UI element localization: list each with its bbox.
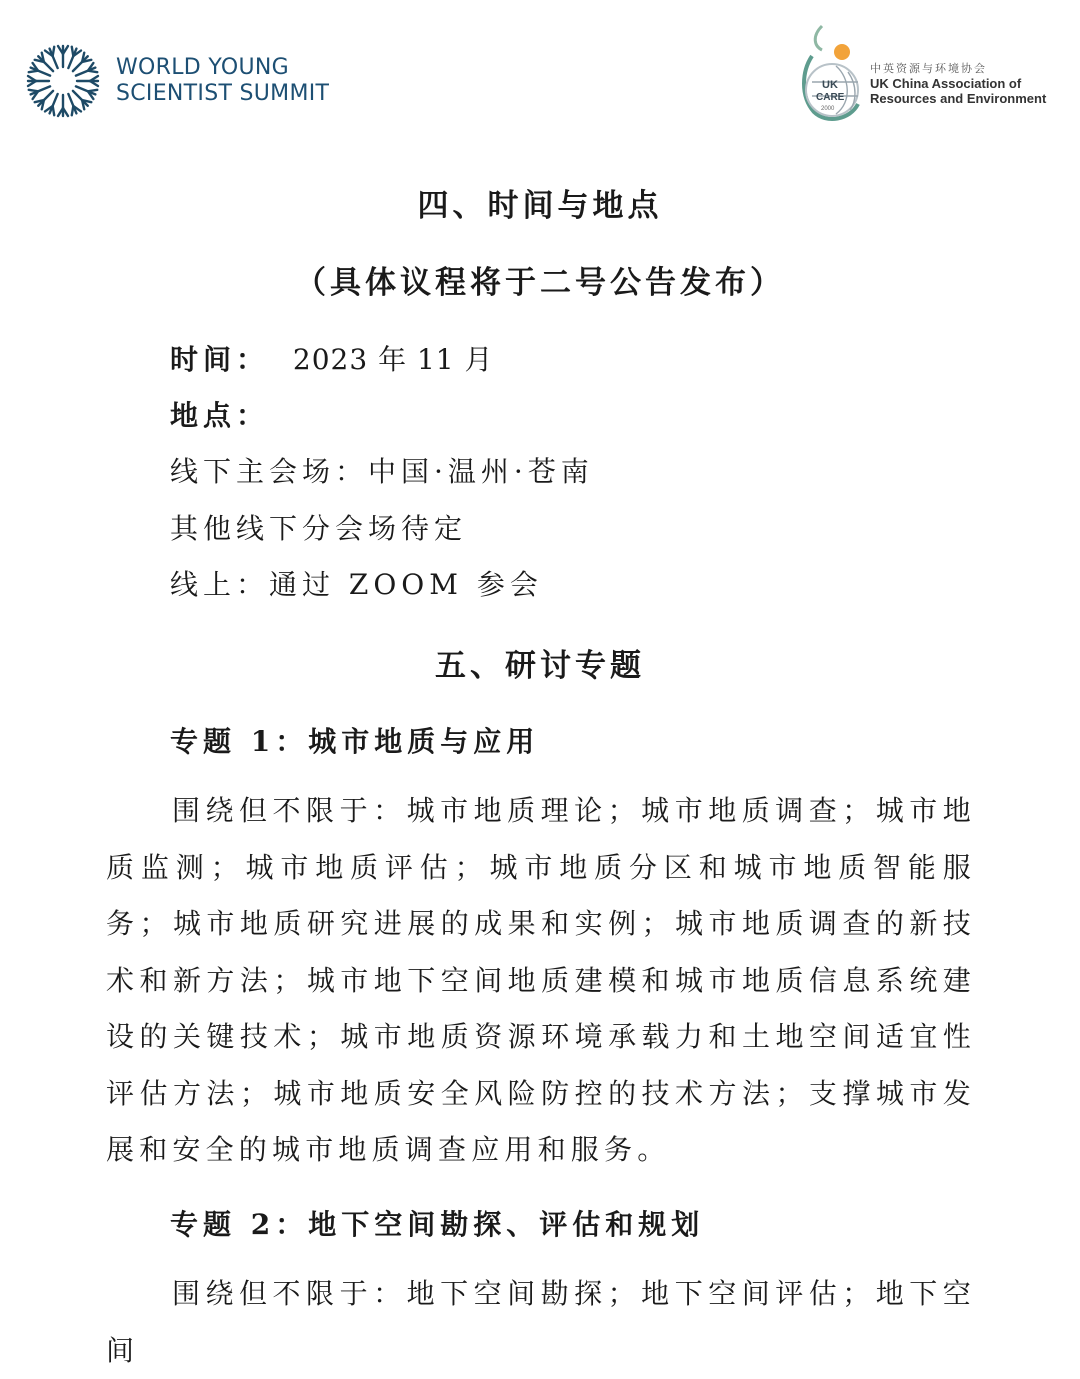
place-branch-venues: 其他线下分会场待定 <box>170 512 468 545</box>
time-row <box>170 338 494 378</box>
ukcare-name-cn: 中英资源与环境协会 <box>870 62 987 75</box>
time-label: 时间： <box>170 343 270 376</box>
radial-branch-logo-icon <box>22 40 104 122</box>
wyss-logo-text <box>116 55 329 107</box>
ukcare-globe-leaf-logo-icon <box>792 16 868 124</box>
wyss-line2: SCIENTIST SUMMIT <box>116 81 330 106</box>
place-online: 线上：通过 ZOOM 参会 <box>170 568 543 601</box>
place-main-venue: 线下主会场：中国·温州·苍南 <box>170 455 594 488</box>
ukcare-name-en-line2: Resources and Environment <box>870 91 1047 106</box>
uk-care-logo <box>792 16 1046 124</box>
section5-title: 五、研讨专题 <box>435 648 645 684</box>
topic2-body: 围绕但不限于：地下空间勘探；地下空间评估；地下空间 <box>106 1277 976 1367</box>
topic2-title: 专题 2：地下空间勘探、评估和规划 <box>170 1208 705 1241</box>
ukcare-badge-uk: UK <box>822 79 838 91</box>
section4-title: 四、时间与地点 <box>417 188 663 224</box>
page-header <box>0 0 1080 150</box>
ukcare-logo-text <box>870 60 1046 106</box>
section4-subtitle: （具体议程将于二号公告发布） <box>295 265 785 301</box>
wyss-line1: WORLD YOUNG <box>116 55 290 80</box>
place-label: 地点： <box>170 399 270 432</box>
ukcare-badge-year: 2000 <box>821 106 835 112</box>
topic1-body: 围绕但不限于：城市地质理论；城市地质调查；城市地质监测；城市地质评估；城市地质分区和城市地质智能服务；城市地质研究进展的成果和实例；城市地质调查的新技术和新方法；城市地下空间地质建模和城市地质信息系统建设的关键技术；城市地质资源环境承载力和土地空间适宜性评估方法；城市地质安全风险防控的技术方法；支撑城市发展和安全的城市地质调查应用和服务。 <box>106 794 976 1166</box>
ukcare-name-en-line1: UK China Association of <box>870 76 1022 91</box>
time-value: 2023 年 11 月 <box>292 343 494 376</box>
topic1-title: 专题 1：城市地质与应用 <box>170 725 540 758</box>
ukcare-badge-care: CARE <box>816 92 845 103</box>
world-young-scientist-summit-logo <box>22 40 329 122</box>
